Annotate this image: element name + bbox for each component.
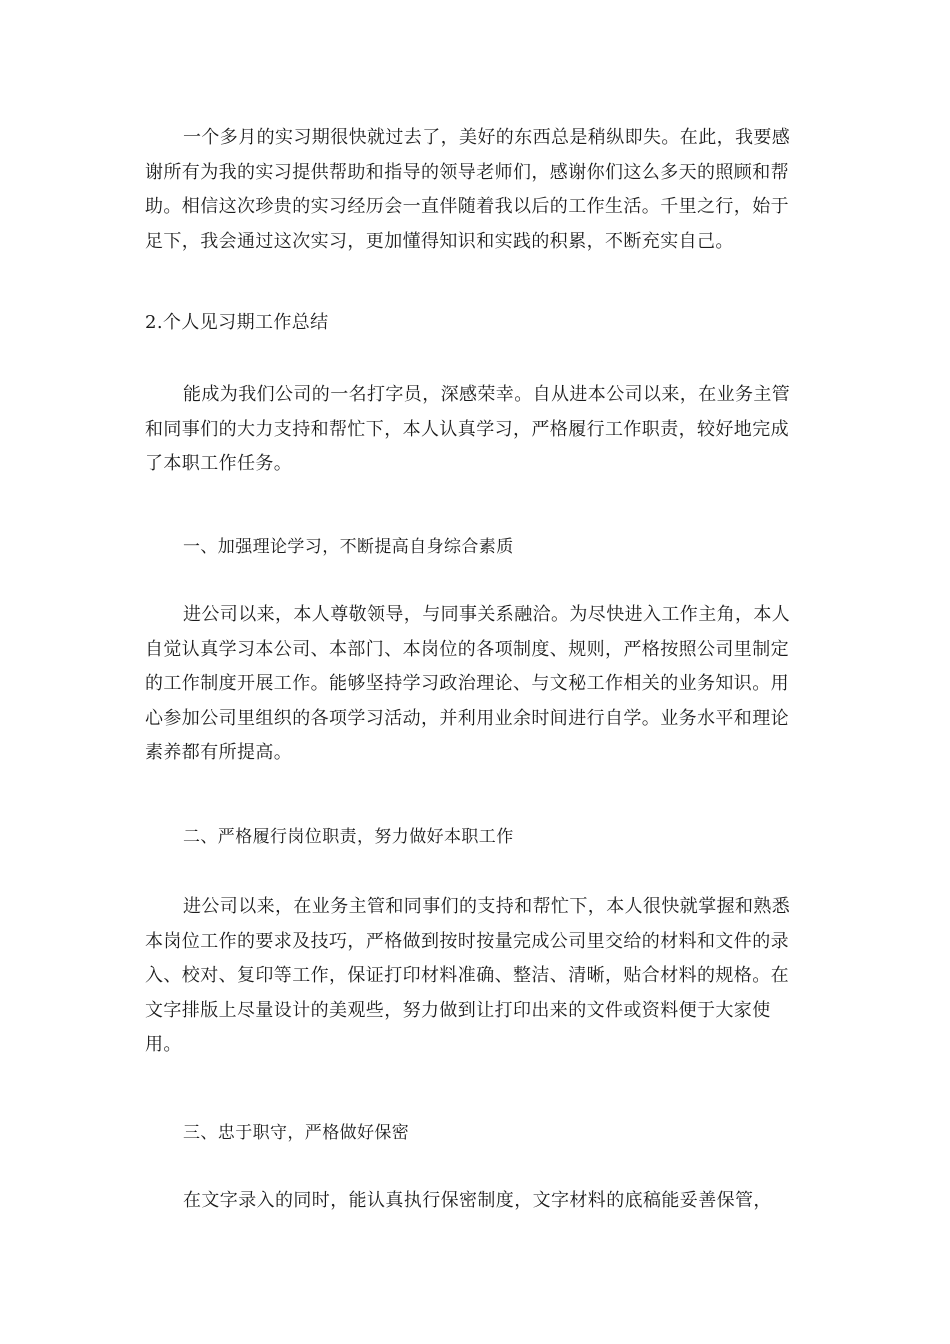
paragraph-theory-study: 进公司以来，本人尊敬领导，与同事关系融洽。为尽快进入工作主角，本人自觉认真学习本公司、本部门、本岗位的各项制度、规则，严格按照公司里制定的工作制度开展工作。能够坚持学习政治理论、与文秘工作相关的业务知识。用心参加公司里组织的各项学习活动，并利用业余时间进行自学。业务水平和理论素养都有所提高。 bbox=[145, 604, 791, 763]
heading-theory-study: 一、加强理论学习，不断提高自身综合素质 bbox=[183, 537, 514, 557]
paragraph-intro: 能成为我们公司的一名打字员，深感荣幸。自从进本公司以来，在业务主管和同事们的大力支持和帮忙下，本人认真学习，严格履行工作职责，较好地完成了本职工作任务。 bbox=[145, 384, 791, 474]
paragraph-internship-thanks: 一个多月的实习期很快就过去了，美好的东西总是稍纵即失。在此，我要感谢所有为我的实习提供帮助和指导的领导老师们，感谢你们这么多天的照顾和帮助。相信这次珍贵的实习经历会一直伴随着我以后的工作生活。千里之行，始于足下，我会通过这次实习，更加懂得知识和实践的积累，不断充实自己。 bbox=[145, 127, 791, 252]
heading-job-duties: 二、严格履行岗位职责，努力做好本职工作 bbox=[183, 827, 514, 847]
paragraph-confidentiality: 在文字录入的同时，能认真执行保密制度，文字材料的底稿能妥善保管， bbox=[183, 1190, 772, 1211]
paragraph-job-duties: 进公司以来，在业务主管和同事们的支持和帮忙下，本人很快就掌握和熟悉本岗位工作的要求及技巧，严格做到按时按量完成公司里交给的材料和文件的录入、校对、复印等工作，保证打印材料准确、整洁、清晰，贴合材料的规格。在文字排版上尽量设计的美观些，努力做到让打印出来的文件或资料便于大家使用。 bbox=[145, 896, 791, 1055]
heading-confidentiality: 三、忠于职守，严格做好保密 bbox=[183, 1123, 410, 1143]
section-title: 2.个人见习期工作总结 bbox=[145, 312, 329, 333]
